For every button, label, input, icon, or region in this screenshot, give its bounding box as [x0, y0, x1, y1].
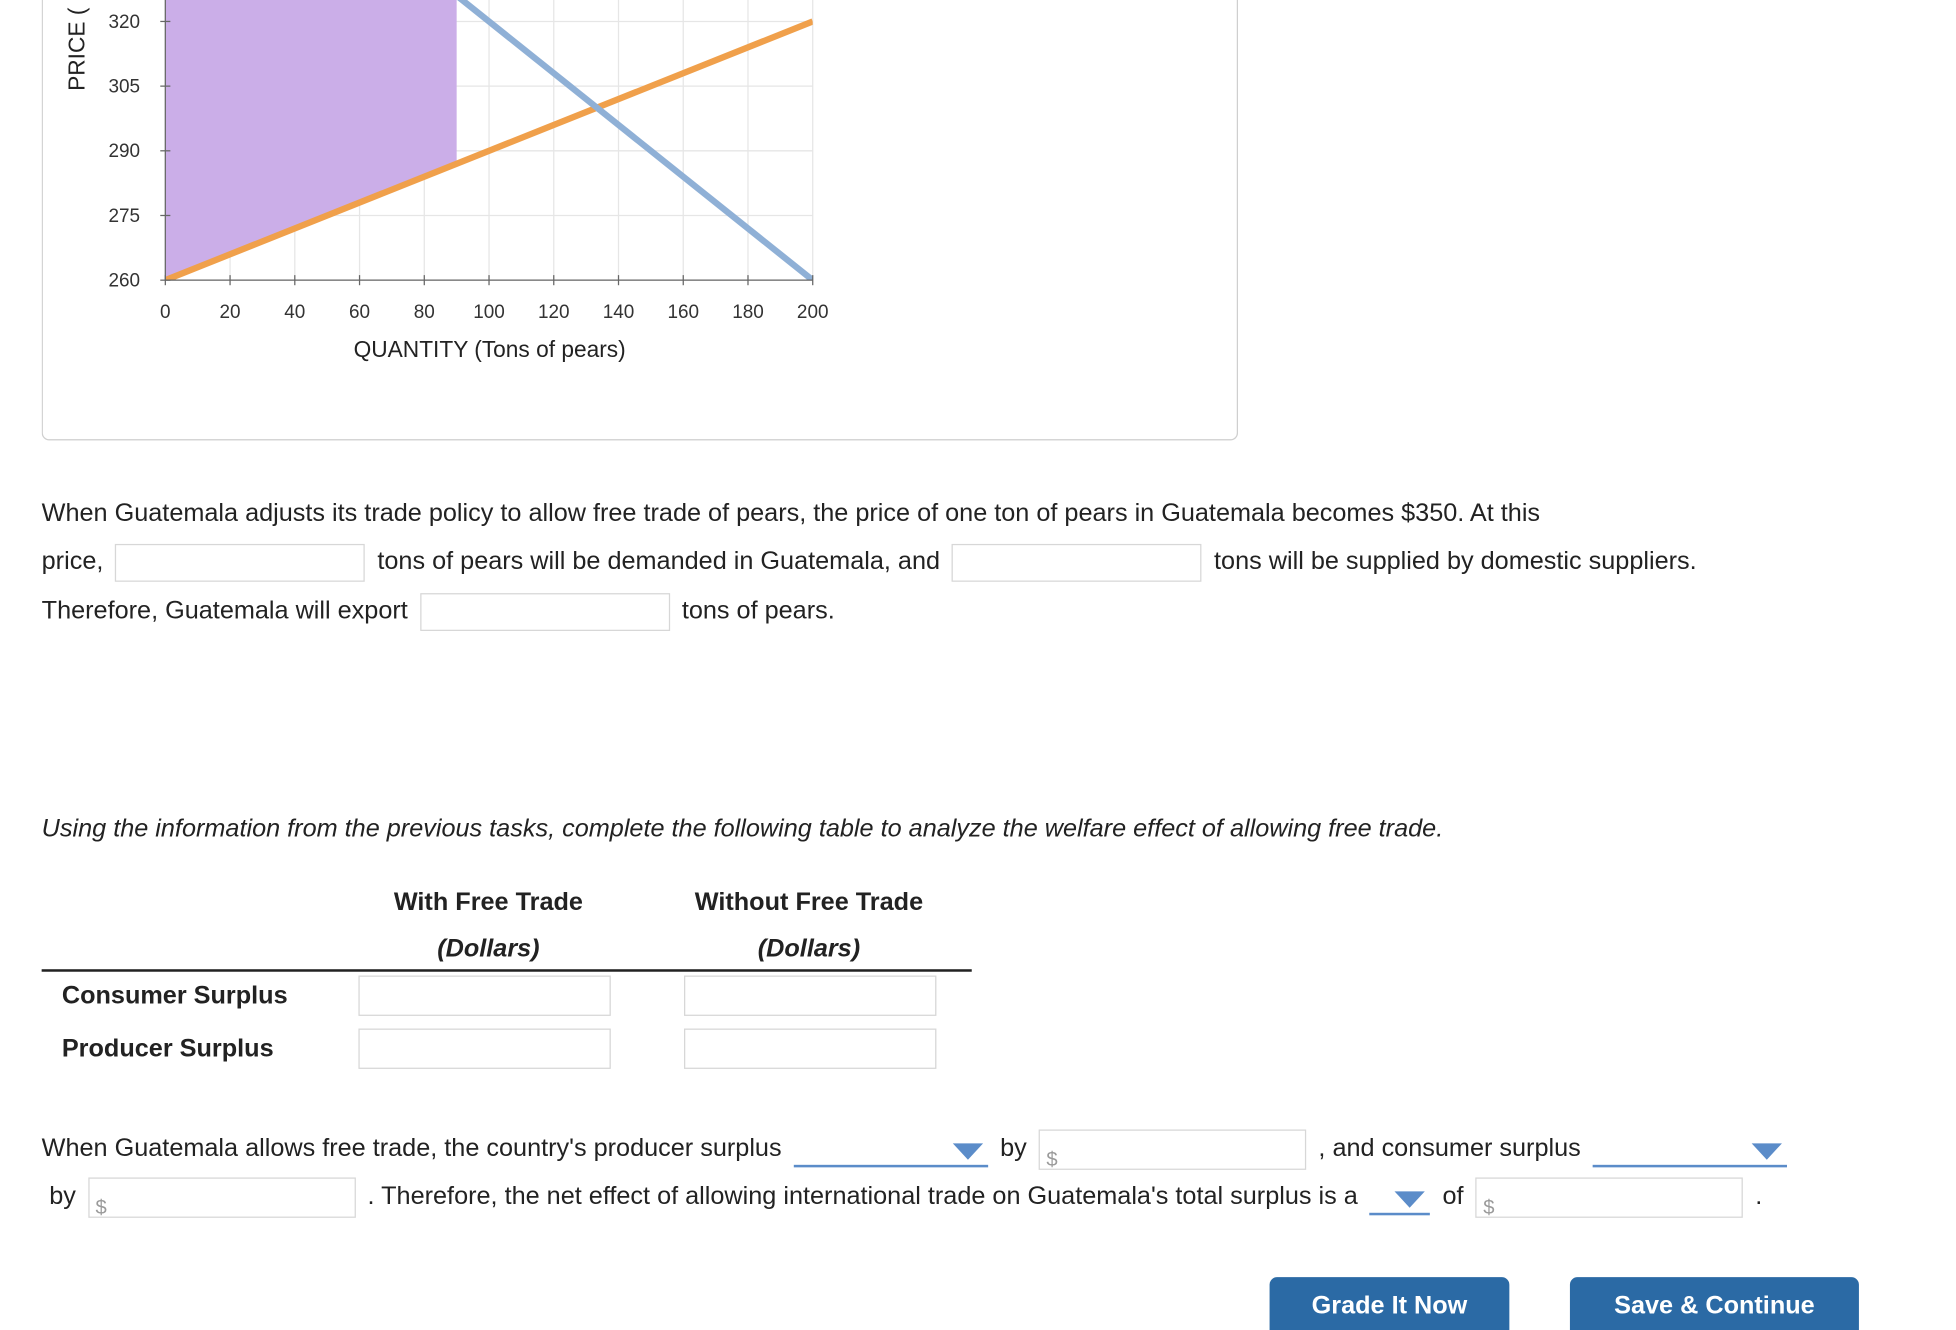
x-tick-label: 80	[413, 302, 435, 324]
x-tick-label: 60	[349, 302, 371, 324]
producer-surplus-change-dropdown[interactable]	[794, 1132, 988, 1167]
table-header-rule	[42, 969, 972, 972]
column-header-with-label: With Free Trade	[393, 888, 583, 917]
surplus-area	[165, 0, 456, 280]
quantity-demanded-input[interactable]	[115, 544, 365, 582]
y-tick-label: 290	[108, 141, 141, 163]
column-header-with-unit: (Dollars)	[437, 935, 540, 963]
column-header-without-unit: (Dollars)	[757, 935, 861, 963]
x-tick-label: 100	[473, 302, 505, 324]
question-text-3b: tons of pears.	[681, 596, 835, 625]
dollar-icon: $	[1046, 1149, 1058, 1171]
x-tick-label: 140	[602, 302, 635, 324]
x-tick-label: 180	[732, 302, 764, 324]
x-tick-label: 0	[160, 302, 171, 324]
consumer-surplus-without-free-trade-input[interactable]	[684, 976, 936, 1016]
producer-surplus-without-free-trade-input[interactable]	[684, 1029, 936, 1069]
question-text-1: When Guatemala adjusts its trade policy to allow free trade of pears, the price of one ton of pears in Guatemala becomes $350. At this	[41, 499, 1541, 528]
consumer-surplus-change-input[interactable]	[88, 1177, 356, 1217]
graph-panel	[42, 0, 1238, 440]
conclusion-text-d: by	[49, 1182, 76, 1211]
row-label-producer-surplus: Producer Surplus	[61, 1034, 274, 1063]
producer-surplus-change-input[interactable]	[1039, 1129, 1307, 1169]
chart-shaded-area	[165, 0, 456, 280]
dollar-icon: $	[95, 1197, 107, 1219]
question-text-2a: price,	[41, 547, 104, 576]
net-effect-dropdown[interactable]	[1370, 1180, 1431, 1215]
conclusion-text-e: . Therefore, the net effect of allowing international trade on Guatemala's total surplus is a	[367, 1182, 1358, 1211]
question-line-3	[42, 587, 835, 635]
y-tick-label: 320	[108, 11, 141, 33]
chevron-down-icon	[953, 1143, 983, 1159]
conclusion-text-b: by	[1000, 1134, 1027, 1163]
consumer-surplus-change-dropdown[interactable]	[1593, 1132, 1787, 1167]
conclusion-text-a: When Guatemala allows free trade, the country's producer surplus	[41, 1134, 782, 1163]
column-header-with-free-trade	[337, 888, 640, 964]
conclusion-text-f: of	[1442, 1182, 1464, 1211]
x-tick-label: 20	[219, 302, 241, 324]
question-text-3a: Therefore, Guatemala will export	[41, 596, 408, 625]
conclusion-text-c: , and consumer surplus	[1318, 1134, 1581, 1163]
column-header-without-label: Without Free Trade	[694, 888, 924, 917]
table-instruction: Using the information from the previous tasks, complete the following table to analyze the welfare effect of allowing free trade.	[41, 815, 1444, 844]
welfare-table	[42, 883, 976, 1085]
quantity-supplied-input[interactable]	[952, 544, 1202, 582]
price-quantity-chart	[43, 0, 926, 363]
x-axis-title: QUANTITY (Tons of pears)	[353, 336, 626, 363]
column-header-without-free-trade	[658, 888, 961, 964]
chevron-down-icon	[1752, 1143, 1782, 1159]
consumer-surplus-with-free-trade-input[interactable]	[358, 976, 610, 1016]
grade-it-now-button[interactable]: Grade It Now	[1270, 1277, 1510, 1330]
y-tick-label: 260	[108, 270, 141, 292]
row-label-consumer-surplus: Consumer Surplus	[61, 981, 288, 1010]
x-tick-labels	[160, 302, 828, 323]
dollar-icon: $	[1483, 1197, 1495, 1219]
question-text-2b: tons of pears will be demanded in Guatemala, and	[377, 547, 941, 576]
export-quantity-input[interactable]	[420, 593, 670, 631]
x-tick-label: 40	[284, 302, 306, 324]
y-tick-label: 305	[108, 76, 141, 98]
conclusion-line-2	[49, 1172, 1762, 1220]
producer-surplus-with-free-trade-input[interactable]	[358, 1029, 610, 1069]
net-effect-amount-input[interactable]	[1476, 1177, 1744, 1217]
question-text-2c: tons will be supplied by domestic suppliers.	[1214, 547, 1697, 576]
question-line-2	[42, 538, 1697, 586]
y-tick-label: 275	[108, 205, 141, 227]
save-continue-button[interactable]: Save & Continue	[1570, 1277, 1859, 1330]
question-line-1	[42, 490, 1540, 538]
y-tick-labels	[109, 12, 141, 292]
x-tick-label: 160	[667, 302, 700, 324]
x-tick-label: 120	[537, 302, 570, 324]
chevron-down-icon	[1395, 1191, 1425, 1207]
x-tick-label: 200	[796, 302, 829, 324]
conclusion-line-1	[42, 1124, 1793, 1172]
y-axis-title: PRICE (	[63, 7, 90, 91]
conclusion-text-g: .	[1755, 1182, 1763, 1211]
